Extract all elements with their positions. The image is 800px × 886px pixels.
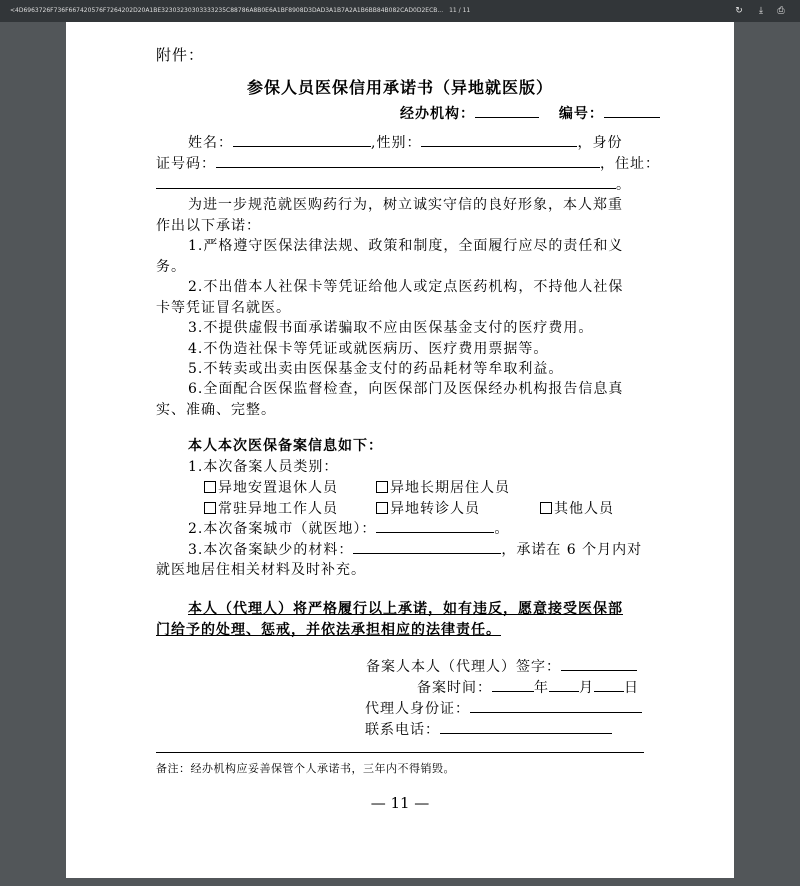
phone-blank <box>440 720 612 734</box>
option-long-term-resident[interactable]: 异地长期居住人员 <box>376 477 510 497</box>
pledge-item-1a: 1.严格遵守医保法律法规、政策和制度，全面履行应尽的责任和义 <box>188 238 624 254</box>
document-page <box>66 22 734 878</box>
checkbox[interactable] <box>204 502 216 514</box>
pledge-item-2a: 2.不出借本人社保卡等凭证给他人或定点医药机构，不持他人社保 <box>188 279 624 295</box>
address-row <box>156 174 631 194</box>
agency-blank <box>475 104 539 118</box>
address-blank <box>156 175 616 189</box>
pledge-item-1b: 务。 <box>156 259 186 275</box>
gender-blank <box>421 133 577 147</box>
checkbox[interactable] <box>376 502 388 514</box>
filing-item-1: 1.本次备案人员类别： <box>188 459 339 475</box>
divider <box>156 752 644 753</box>
id-label-b: 证号码： <box>156 156 216 172</box>
intro-line-1: 为进一步规范就医购药行为，树立诚实守信的良好形象，本人郑重 <box>188 197 623 213</box>
checkbox[interactable] <box>376 481 388 493</box>
agent-id-blank <box>470 699 642 713</box>
agent-id-row: 代理人身份证： <box>365 698 642 718</box>
filing-item-3b: 就医地居住相关材料及时补充。 <box>156 562 366 578</box>
month-blank <box>549 678 579 692</box>
name-blank <box>233 133 371 147</box>
filing-item-3: 3.本次备案缺少的材料： ，承诺在 6 个月内对 <box>188 542 643 558</box>
filing-heading: 本人本次医保备案信息如下： <box>188 438 383 454</box>
checkbox[interactable] <box>540 502 552 514</box>
remark-note: 备注：经办机构应妥善保管个人承诺书，三年内不得销毁。 <box>156 762 455 775</box>
pledge-statement-a: 本人（代理人）将严格履行以上承诺，如有违反，愿意接受医保部 <box>188 601 623 617</box>
number-label: 编号： <box>558 106 604 122</box>
intro-line-2: 作出以下承诺： <box>156 218 261 234</box>
pledge-item-6b: 实、准确、完整。 <box>156 402 276 418</box>
option-other[interactable]: 其他人员 <box>540 498 614 518</box>
checkbox[interactable] <box>204 481 216 493</box>
name-label: 姓名： <box>188 135 233 151</box>
page-number: — 11 — <box>370 794 430 812</box>
filing-item-2: 2.本次备案城市（就医地）： 。 <box>188 521 510 537</box>
year-blank <box>492 678 534 692</box>
agency-label: 经办机构： <box>400 106 475 122</box>
page-indicator: 11 / 11 <box>449 7 471 14</box>
address-period: 。 <box>616 177 631 193</box>
attachment-label: 附件： <box>156 46 205 64</box>
id-label-a: ，身份 <box>577 135 623 151</box>
pledge-item-5: 5.不转卖或出卖由医保基金支付的药品耗材等牟取利益。 <box>188 361 564 377</box>
materials-blank <box>353 540 501 554</box>
name-gender-row <box>188 132 622 152</box>
phone-row: 联系电话： <box>365 719 612 739</box>
day-blank <box>594 678 624 692</box>
pledge-item-6a: 6.全面配合医保监督检查，向医保部门及医保经办机构报告信息真 <box>188 381 624 397</box>
signature-blank <box>561 657 637 671</box>
rotate-icon[interactable]: ↻ <box>735 6 743 16</box>
option-resident-worker[interactable]: 常驻异地工作人员 <box>204 498 338 518</box>
number-blank <box>604 104 660 118</box>
option-relocated-retiree[interactable]: 异地安置退休人员 <box>204 477 338 497</box>
city-blank <box>376 519 494 533</box>
download-icon[interactable]: ⤓ <box>759 6 763 16</box>
pledge-item-3: 3.不提供虚假书面承诺骗取不应由医保基金支付的医疗费用。 <box>188 320 594 336</box>
filing-time-row: 备案时间： 年 月 日 <box>417 680 639 696</box>
id-blank <box>216 154 600 168</box>
print-icon[interactable]: ⎙ <box>777 6 785 16</box>
pdf-viewer-toolbar <box>0 0 800 22</box>
id-address-row <box>156 153 660 173</box>
pledge-item-4: 4.不伪造社保卡等凭证或就医病历、医疗费用票据等。 <box>188 341 549 357</box>
option-referral-patient[interactable]: 异地转诊人员 <box>376 498 480 518</box>
pledge-statement-b: 门给予的处理、惩戒，并依法承担相应的法律责任。 <box>156 622 501 638</box>
gender-label: ,性别： <box>371 135 422 151</box>
pledge-item-2b: 卡等凭证冒名就医。 <box>156 300 291 316</box>
page-title: 参保人员医保信用承诺书（异地就医版） <box>246 78 553 97</box>
signature-row: 备案人本人（代理人）签字： <box>366 656 637 676</box>
address-label: ，住址： <box>600 156 660 172</box>
file-title: <4D6963726F736F667420576F7264202D20A1BE32303230303333235C88786A8B0E6A1BF8908D3DAD3A1B7A2A1B6BB84B082CAD0D2ECB... 11 / 11 <box>10 7 471 14</box>
agency-field <box>400 103 660 123</box>
